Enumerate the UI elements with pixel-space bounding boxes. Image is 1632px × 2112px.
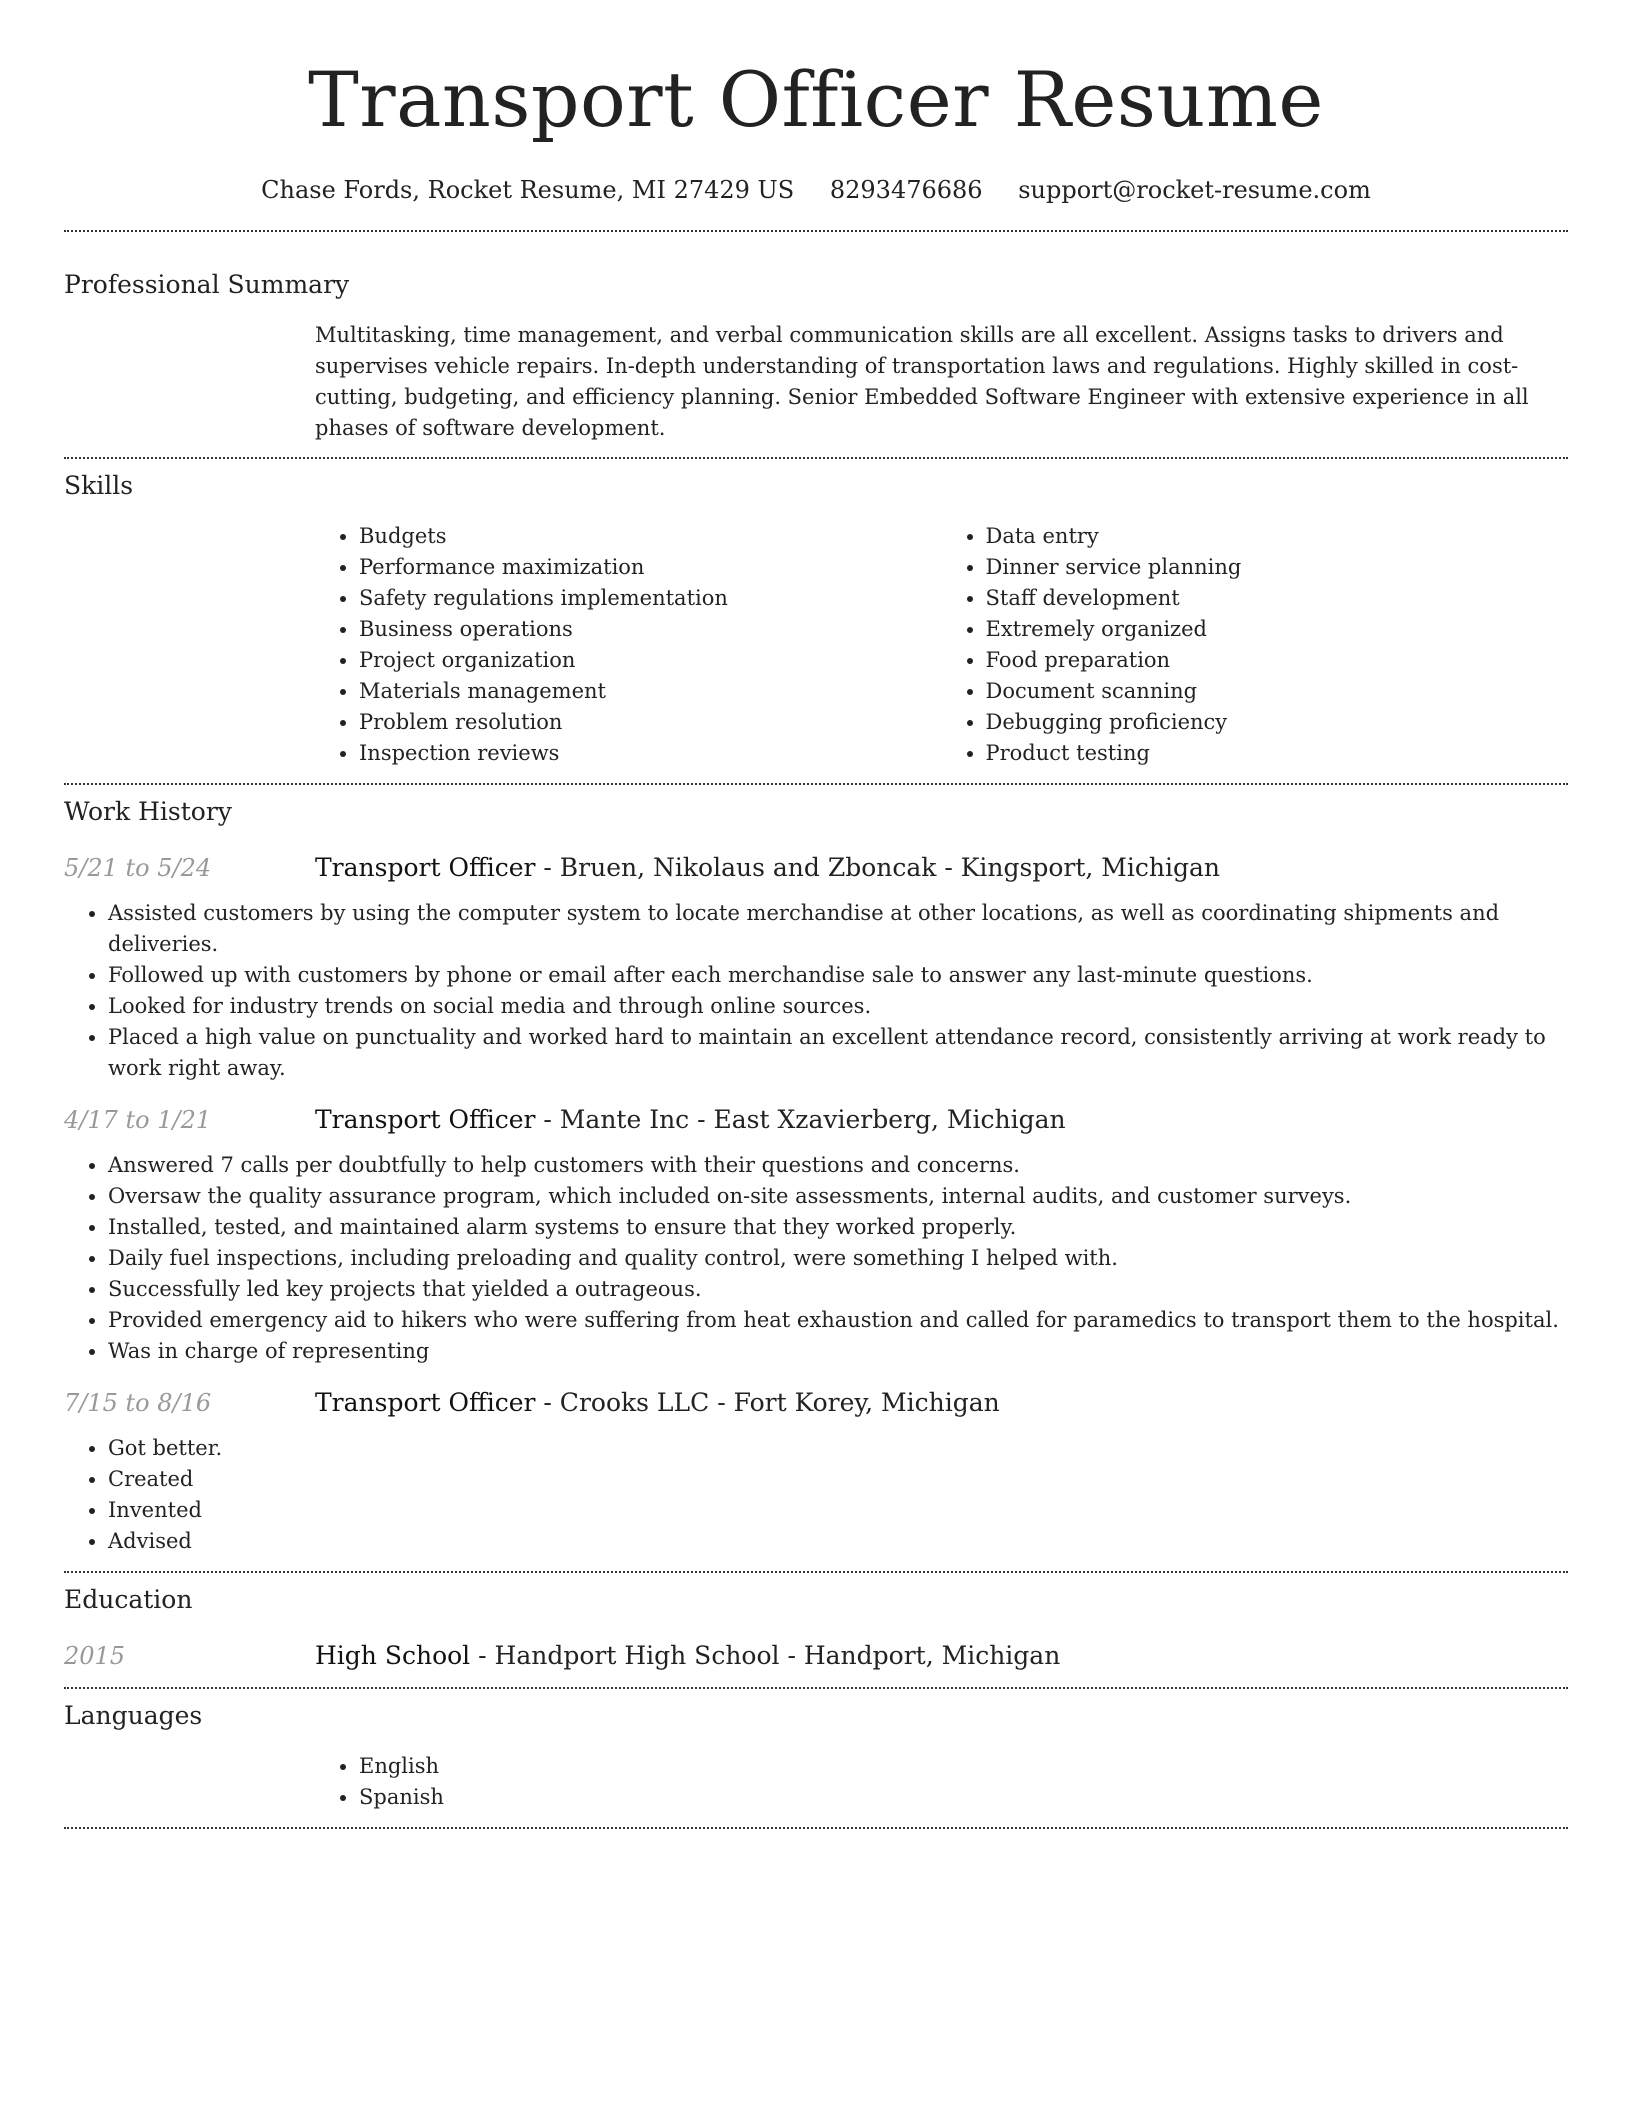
job-entry — [64, 1386, 1568, 1571]
languages-body — [315, 1751, 1568, 1827]
skill-item: • Food preparation — [986, 645, 1569, 676]
job-bullet: • Got better. — [108, 1433, 1568, 1464]
job-bullets — [64, 1433, 1568, 1557]
skill-item: • Staff development — [986, 583, 1569, 614]
job-dates: 4/17 to 1/21 — [64, 1106, 212, 1134]
job-entry — [64, 851, 1568, 1084]
job-bullets — [64, 1150, 1568, 1367]
skill-item: • Product testing — [986, 738, 1569, 769]
job-dates: 5/21 to 5/24 — [64, 854, 212, 882]
skill-item: • Extremely organized — [986, 614, 1569, 645]
language-item: • Spanish — [359, 1782, 1568, 1813]
contact-line — [64, 174, 1568, 206]
summary-body — [315, 320, 1568, 457]
job-bullet: • Followed up with customers by phone or email after each merchandise sale to answer any last-minute questions. — [108, 960, 1568, 991]
job-heading — [315, 1386, 1568, 1420]
job-bullet: • Provided emergency aid to hikers who were suffering from heat exhaustion and called for paramedics to transport them to the hospital. — [108, 1305, 1568, 1336]
summary-heading: Professional Summary — [64, 270, 350, 299]
job-bullet: • Placed a high value on punctuality and worked hard to maintain an excellent attendance record, consistently arriving at work ready to work right away. — [108, 1022, 1568, 1084]
contact-address: Chase Fords, Rocket Resume, MI 27429 US — [261, 176, 795, 204]
job-details: - Bruen, Nikolaus and Zboncak - Kingsport, Michigan — [535, 853, 1221, 882]
job-bullet: • Looked for industry trends on social media and through online sources. — [108, 991, 1568, 1022]
skill-item: • Safety regulations implementation — [359, 583, 942, 614]
summary-section — [64, 232, 1568, 457]
job-bullet: • Answered 7 calls per doubtfully to help customers with their questions and concerns. — [108, 1150, 1568, 1181]
contact-email: support@rocket-resume.com — [1018, 176, 1371, 204]
skills-list-right — [942, 521, 1569, 769]
skills-grid — [315, 521, 1568, 783]
job-dates: 7/15 to 8/16 — [64, 1389, 212, 1417]
job-title: Transport Officer — [315, 1388, 536, 1417]
job-bullet: • Daily fuel inspections, including preloading and quality control, were something I helped with. — [108, 1243, 1568, 1274]
education-heading-line — [315, 1639, 1568, 1673]
skill-item: • Inspection reviews — [359, 738, 942, 769]
education-section — [64, 1573, 1568, 1687]
skill-item: • Data entry — [986, 521, 1569, 552]
job-bullet: • Invented — [108, 1495, 1568, 1526]
skill-item: • Performance maximization — [359, 552, 942, 583]
job-bullet: • Installed, tested, and maintained alarm systems to ensure that they worked properly. — [108, 1212, 1568, 1243]
job-bullets — [64, 898, 1568, 1084]
job-details: - Crooks LLC - Fort Korey, Michigan — [535, 1388, 1000, 1417]
languages-heading: Languages — [64, 1701, 203, 1730]
skills-section — [64, 459, 1568, 783]
languages-list — [315, 1751, 1568, 1813]
skill-item: • Debugging proficiency — [986, 707, 1569, 738]
job-bullet: • Advised — [108, 1526, 1568, 1557]
resume-title: Transport Officer Resume — [308, 55, 1324, 144]
divider — [64, 1827, 1568, 1829]
skill-item: • Materials management — [359, 676, 942, 707]
education-year: 2015 — [64, 1642, 126, 1670]
education-heading: Education — [64, 1585, 193, 1614]
skill-item: • Budgets — [359, 521, 942, 552]
job-bullet: • Was in charge of representing — [108, 1336, 1568, 1367]
education-details: - Handport High School - Handport, Michigan — [470, 1641, 1061, 1670]
skills-heading: Skills — [64, 471, 134, 500]
skill-item: • Business operations — [359, 614, 942, 645]
job-details: - Mante Inc - East Xzavierberg, Michigan — [535, 1105, 1066, 1134]
skill-item: • Dinner service planning — [986, 552, 1569, 583]
language-item: • English — [359, 1751, 1568, 1782]
education-degree: High School — [315, 1641, 471, 1670]
contact-phone: 8293476686 — [829, 176, 983, 204]
work-section — [64, 785, 1568, 1571]
summary-text: Multitasking, time management, and verbal communication skills are all excellent. Assigns tasks to drivers and supervises vehicle repairs. In-depth understanding of transportation laws and regulations. Highly skilled in cost-cutting, budgeting, and efficiency planning. Senior Embedded Software Engineer with extensive experience in all phases of software development. — [315, 323, 1529, 440]
work-heading: Work History — [64, 797, 232, 826]
job-entry — [64, 1103, 1568, 1367]
education-entry — [64, 1639, 1568, 1687]
job-bullet: • Created — [108, 1464, 1568, 1495]
job-title: Transport Officer — [315, 853, 536, 882]
skills-list-left — [315, 521, 942, 769]
job-heading — [315, 1103, 1568, 1137]
job-heading — [315, 851, 1568, 885]
job-bullet: • Assisted customers by using the computer system to locate merchandise at other locations, as well as coordinating shipments and deliveries. — [108, 898, 1568, 960]
skill-item: • Document scanning — [986, 676, 1569, 707]
job-bullet: • Successfully led key projects that yielded a outrageous. — [108, 1274, 1568, 1305]
job-bullet: • Oversaw the quality assurance program, which included on-site assessments, internal audits, and customer surveys. — [108, 1181, 1568, 1212]
languages-section — [64, 1689, 1568, 1827]
job-title: Transport Officer — [315, 1105, 536, 1134]
skill-item: • Project organization — [359, 645, 942, 676]
skill-item: • Problem resolution — [359, 707, 942, 738]
